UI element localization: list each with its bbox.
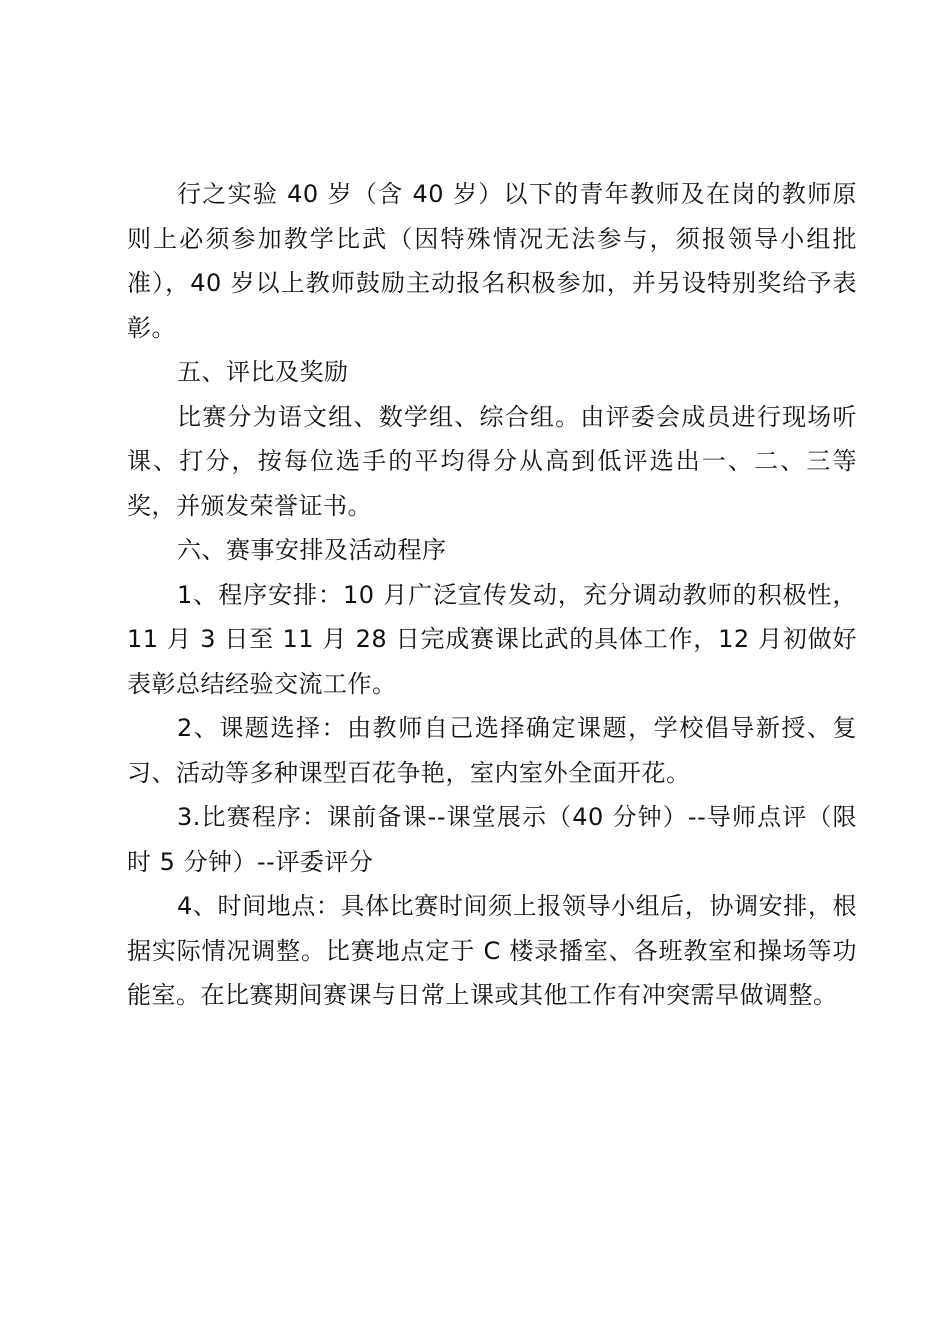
paragraph-schedule: 1、程序安排：10 月广泛宣传发动，充分调动教师的积极性，11 月 3 日至 11 月 28 日完成赛课比武的具体工作，12 月初做好表彰总结经验交流工作。 bbox=[127, 580, 857, 698]
paragraph-topic-selection: 2、课题选择：由教师自己选择确定课题，学校倡导新授、复习、活动等多种课型百花争艳，室内室外全面开花。 bbox=[127, 714, 857, 787]
paragraph-time-location: 4、时间地点：具体比赛时间须上报领导小组后，协调安排，根据实际情况调整。比赛地点定于 C 楼录播室、各班教室和操场等功能室。在比赛期间赛课与日常上课或其他工作有冲突需早做调整。 bbox=[127, 892, 857, 1009]
paragraph-participants: 行之实验 40 岁（含 40 岁）以下的青年教师及在岗的教师原则上必须参加教学比武（因特殊情况无法参与，须报领导小组批准），40 岁以上教师鼓励主动报名积极参加，并另设特别奖给予表彰。 bbox=[127, 180, 857, 342]
section-heading-evaluation-awards: 五、评比及奖励 bbox=[177, 358, 349, 386]
document-body bbox=[127, 172, 857, 1018]
section-heading-schedule-procedure: 六、赛事安排及活动程序 bbox=[177, 536, 447, 564]
paragraph-evaluation: 比赛分为语文组、数学组、综合组。由评委会成员进行现场听课、打分，按每位选手的平均得分从高到低评选出一、二、三等奖，并颁发荣誉证书。 bbox=[127, 402, 857, 520]
paragraph-competition-procedure: 3.比赛程序：课前备课--课堂展示（40 分钟）--导师点评（限时 5 分钟）--评委评分 bbox=[127, 803, 857, 876]
